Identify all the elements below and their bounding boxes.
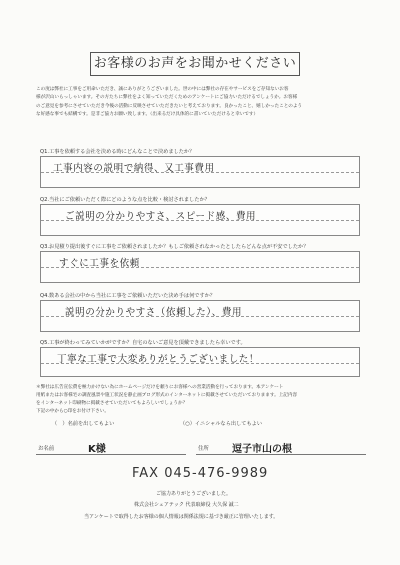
question-5-box[interactable] <box>40 347 360 377</box>
fax-number: FAX 045-476-9989 <box>132 466 269 481</box>
name-label: お名前 <box>38 446 55 452</box>
address-field[interactable] <box>196 438 366 455</box>
note-line: 用紙またはお客様宅の調査風景や施工状況を静止画ブログ形式のインターネットに掲載させていただいておりまます。上記内容 <box>36 393 298 398</box>
option-name-ok[interactable]: （ ）名前を出してもよい <box>52 421 115 427</box>
intro-line: この度は弊社に工事をご用命いただき、誠にありがとうございました。世の中には弊社の存在やサービスをご存知ないお客 <box>36 87 289 92</box>
question-2-answer: ご説明の分かりやすさ、スピード感、費用 <box>65 211 257 222</box>
question-4-box[interactable] <box>40 300 360 332</box>
note-line: 下記の中から○印をお付け下さい。 <box>36 409 109 414</box>
question-3-answer: すぐに工事を依頼 <box>59 258 140 269</box>
thanks-text: ご協力ありがとうございました。 <box>156 491 232 497</box>
question-2-label: Q2.当社にご依頼いただく際にどのような点を比較・検討されましたか？ <box>40 197 210 203</box>
option-initial-ok[interactable]: （○）イニシャルなら出してもよい <box>180 421 263 427</box>
question-4-label: Q4.数ある会社の中から当社に工事をご依頼いただいた決め手は何ですか？ <box>40 293 216 299</box>
question-1-box[interactable] <box>40 156 360 188</box>
company-text: 株式会社シェアテック 代表取締役 大久保 誠二 <box>134 502 239 508</box>
question-3-label: Q3.お見積り提出後すぐに工事をご依頼されましたか？もしご依頼されなかったとしたらどんな点が不安でしたか？ <box>40 244 309 250</box>
question-3-box[interactable] <box>40 251 360 283</box>
question-1-answer: 工事内容の説明で納得、又工事費用 <box>53 163 215 174</box>
privacy-text: 当アンケートで取得したお客様の個人情報は関係法規に基づき厳正に管理いたします。 <box>84 514 279 520</box>
page-title: お客様のお声をお聞かせください <box>90 52 300 76</box>
question-1-label: Q1.工事を依頼する会社を決める時にどんなことで決めましたか？ <box>40 149 195 155</box>
address-label: 住所 <box>198 446 209 452</box>
intro-line: 様が沢山いらっしゃいます。その方たちに弊社をよく知っていただくためのアンケートにご協力いただけるでしょうか。お客様 <box>36 95 298 101</box>
note-line: をインターネット印刷物に掲載させていただいてもよろしいでしょうか？ <box>36 401 188 406</box>
intro-text <box>36 86 364 120</box>
note-line: ＊弊社は広告宣伝費を極力かけない為にホームページだけを頼りにお客様への営業活動を行っております。本アンケート <box>36 385 284 390</box>
intro-line: な好感な事でも結構です。是非ご協力お願い致します。（出来るだけ具体的に書いていただけると幸いです） <box>36 112 259 118</box>
intro-line: のご意見を参考にさせていただき今後の活動に反映させていただきたいと考えております。良かったこと、嬉しかったことのよう <box>36 103 303 109</box>
question-5-label: Q5.工事が終わってみていかがですか？自宅のないご意見を頂戴できましたら幸いです。 <box>40 340 246 346</box>
name-value: K様 <box>88 444 106 455</box>
publication-note <box>36 384 366 416</box>
name-field[interactable] <box>36 438 186 455</box>
question-2-box[interactable] <box>40 204 360 236</box>
address-value: 逗子市山の根 <box>232 444 292 455</box>
question-4-answer: 説明の分かりやすさ（依頼した）、費用 <box>65 307 243 318</box>
question-5-answer: 丁寧な工事で大変ありがとうございました！ <box>57 354 260 365</box>
